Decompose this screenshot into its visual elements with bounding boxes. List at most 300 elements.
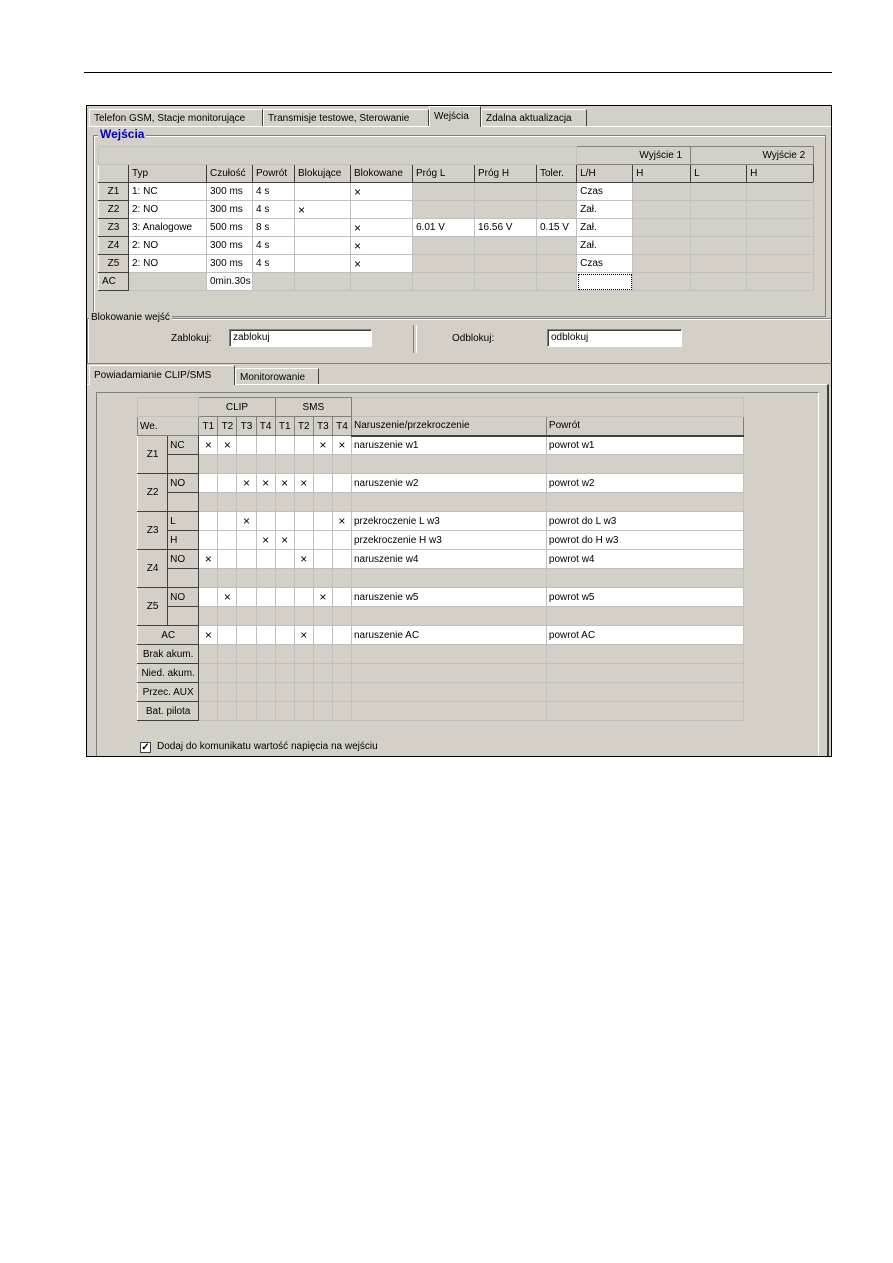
cell-blokowane[interactable]: × [351,237,413,255]
sms-mark[interactable] [237,683,256,702]
sms-mark[interactable] [218,455,237,474]
sms-mark[interactable]: × [294,474,313,493]
sms-return-text[interactable] [546,702,743,721]
sms-mark[interactable]: × [218,588,237,607]
sms-mark[interactable]: × [199,550,218,569]
cell-output[interactable] [691,201,747,219]
sms-mark[interactable]: × [332,512,351,531]
sms-return-text[interactable] [546,664,743,683]
cell-output[interactable] [747,183,814,201]
sms-mark[interactable] [237,455,256,474]
cell-output[interactable] [691,183,747,201]
sms-mark[interactable]: × [218,436,237,455]
cell-output[interactable] [691,237,747,255]
sms-mark[interactable] [294,455,313,474]
cell-blokowane[interactable]: × [351,183,413,201]
sms-return-text[interactable] [546,569,743,588]
sms-mark[interactable] [256,702,275,721]
col-t6: T2 [294,417,313,436]
row-header-z5: Z5 [99,255,129,273]
sms-mark[interactable] [313,664,332,683]
sms-mark[interactable] [313,702,332,721]
sms-mark[interactable] [275,512,294,531]
sms-event-text[interactable]: naruszenie w5 [352,588,547,607]
sms-event-text[interactable] [352,455,547,474]
sms-mark[interactable] [256,512,275,531]
cell-lh-focused[interactable] [577,273,633,291]
cell-output[interactable] [747,255,814,273]
cell-output[interactable] [633,237,691,255]
sms-row[interactable] [138,607,744,626]
cell-czulosc[interactable]: 300 ms [207,201,253,219]
sms-row[interactable] [138,683,744,702]
sms-mark[interactable] [218,569,237,588]
sms-mark[interactable] [199,702,218,721]
sms-mark[interactable] [294,607,313,626]
unlock-label: Odblokuj: [452,333,495,344]
tab-gsm[interactable]: Telefon GSM, Stacje monitorujące [89,109,263,126]
sms-row[interactable] [138,645,744,664]
sms-mark[interactable] [294,683,313,702]
sms-sub-label: NC [168,436,199,455]
sms-mark[interactable]: × [294,626,313,645]
sms-mark[interactable] [256,436,275,455]
row-header-ac: AC [99,273,129,291]
sms-group-z1: Z1 [138,436,168,474]
sms-return-text[interactable] [546,455,743,474]
sms-mark[interactable] [275,664,294,683]
sms-mark[interactable] [313,569,332,588]
sms-mark[interactable]: × [199,436,218,455]
col-lh[interactable]: L/H [577,165,633,183]
cell-blokowane[interactable]: × [351,219,413,237]
cell-progl[interactable] [413,255,475,273]
sms-mark[interactable] [237,702,256,721]
sms-mark[interactable] [256,455,275,474]
sms-event-text[interactable]: naruszenie AC [352,626,547,645]
sms-mark[interactable] [237,607,256,626]
sms-mark[interactable] [199,512,218,531]
col-powrot[interactable]: Powrót [253,165,295,183]
sms-mark[interactable]: × [199,626,218,645]
sms-mark[interactable] [332,626,351,645]
col-out2-l[interactable]: L [691,165,747,183]
sms-mark[interactable] [275,645,294,664]
sms-event-text[interactable] [352,645,547,664]
col-out1-h[interactable]: H [633,165,691,183]
sms-mark[interactable] [332,683,351,702]
sms-mark[interactable] [237,626,256,645]
sms-mark[interactable] [275,607,294,626]
sms-row[interactable] [138,531,744,550]
cell-progl[interactable] [413,183,475,201]
sms-row[interactable] [138,455,744,474]
unlock-command-input[interactable]: odblokuj [547,329,682,347]
sms-mark[interactable] [199,607,218,626]
sms-return-text[interactable] [546,607,743,626]
sms-mark[interactable] [294,645,313,664]
cell-blokujace[interactable] [295,237,351,255]
block-group-title: Blokowanie wejść [91,312,170,323]
cell-output[interactable] [633,201,691,219]
sms-sub-label [168,455,199,474]
sms-mark[interactable] [199,569,218,588]
sms-mark[interactable] [332,455,351,474]
sms-mark[interactable] [218,683,237,702]
input-row-ac[interactable] [99,273,814,291]
sms-mark[interactable] [275,626,294,645]
col-typ[interactable]: Typ [129,165,207,183]
sms-event-text[interactable]: przekroczenie H w3 [352,531,547,550]
cell-output[interactable] [633,183,691,201]
sms-row[interactable] [138,493,744,512]
row-header-z1: Z1 [99,183,129,201]
sms-mark[interactable] [313,626,332,645]
col-event: Naruszenie/przekroczenie [352,417,547,436]
cell-progl[interactable] [413,237,475,255]
sms-mark[interactable] [199,645,218,664]
sms-event-text[interactable]: naruszenie w4 [352,550,547,569]
sms-sub-label: H [168,531,199,550]
sms-mark[interactable] [294,569,313,588]
sms-row[interactable] [138,569,744,588]
cell-output[interactable] [691,255,747,273]
sms-event-text[interactable] [352,569,547,588]
sms-mark[interactable] [294,436,313,455]
col-blokujace[interactable]: Blokujące [295,165,351,183]
sms-mark[interactable] [294,588,313,607]
sms-mark[interactable] [256,683,275,702]
sms-mark[interactable] [199,664,218,683]
sms-mark[interactable] [294,664,313,683]
sms-event-text[interactable] [352,683,547,702]
cell-progh[interactable]: 16.56 V [475,219,537,237]
tab-panel-wejscia [87,126,831,757]
col-prog-h[interactable]: Próg H [475,165,537,183]
cell-typ[interactable]: 2: NO [129,255,207,273]
sms-mark[interactable] [237,588,256,607]
sms-mark[interactable] [275,493,294,512]
sms-mark[interactable] [237,531,256,550]
block-groupbox [87,312,832,364]
sms-return-text[interactable]: powrot w2 [546,474,743,493]
cell-output[interactable] [633,219,691,237]
input-row[interactable] [99,183,814,201]
output1-header: Wyjście 1 [577,147,691,165]
sms-sub-label: NO [168,550,199,569]
sms-mark[interactable] [332,607,351,626]
sms-mark[interactable] [332,474,351,493]
sms-event-text[interactable]: przekroczenie L w3 [352,512,547,531]
cell-blokowane[interactable]: × [351,255,413,273]
sms-event-text[interactable]: naruszenie w2 [352,474,547,493]
sms-mark[interactable] [313,683,332,702]
sms-mark[interactable] [199,683,218,702]
cell-empty[interactable] [253,273,295,291]
sms-return-text[interactable]: powrot w4 [546,550,743,569]
sms-mark[interactable] [237,664,256,683]
sms-mark[interactable] [218,645,237,664]
cell-output[interactable] [747,201,814,219]
cell-czulosc[interactable]: 0min.30s [207,273,253,291]
cell-toler[interactable] [537,183,577,201]
tab-clip-sms[interactable]: Powiadamianie CLIP/SMS [89,365,235,385]
cell-progh[interactable] [475,255,537,273]
sms-sub-label [168,607,199,626]
sms-mark[interactable] [275,436,294,455]
sms-event-text[interactable]: naruszenie w1 [352,436,547,455]
sms-mark[interactable] [199,455,218,474]
sms-mark[interactable] [332,531,351,550]
cell-empty[interactable] [475,273,537,291]
inputs-groupbox [93,127,826,317]
cell-czulosc[interactable]: 300 ms [207,237,253,255]
sms-mark[interactable] [256,493,275,512]
sms-mark[interactable] [256,569,275,588]
cell-progl[interactable] [413,201,475,219]
cell-progl[interactable]: 6.01 V [413,219,475,237]
sms-mark[interactable] [275,702,294,721]
sms-mark[interactable] [332,645,351,664]
sms-mark[interactable]: × [275,531,294,550]
cell-blokowane[interactable] [351,201,413,219]
cell-typ[interactable]: 2: NO [129,201,207,219]
sms-mark[interactable] [256,664,275,683]
sms-mark[interactable] [237,436,256,455]
sms-mark[interactable] [218,550,237,569]
cell-lh[interactable]: Czas [577,255,633,273]
cell-progh[interactable] [475,237,537,255]
cell-blokujace[interactable] [295,255,351,273]
cell-typ[interactable] [129,273,207,291]
cell-typ[interactable]: 1: NC [129,183,207,201]
sms-mark[interactable] [313,512,332,531]
sms-mark[interactable] [332,702,351,721]
sms-mark[interactable]: × [294,550,313,569]
sms-mark[interactable] [218,702,237,721]
sms-return-text[interactable] [546,493,743,512]
sms-group-z3: Z3 [138,512,168,550]
cell-blokujace[interactable]: × [295,201,351,219]
add-voltage-checkbox[interactable]: ✓ [141,742,150,753]
sms-mark[interactable] [313,607,332,626]
input-row[interactable] [99,201,814,219]
cell-lh[interactable]: Zał. [577,237,633,255]
cell-powrot[interactable]: 4 s [253,237,295,255]
sms-mark[interactable]: × [237,474,256,493]
sms-return-text[interactable]: powrot do H w3 [546,531,743,550]
sms-return-text[interactable]: powrot do L w3 [546,512,743,531]
sms-mark[interactable] [256,550,275,569]
col-t5: T1 [275,417,294,436]
sms-return-text[interactable]: powrot w5 [546,588,743,607]
sms-mark[interactable] [332,588,351,607]
sms-mark[interactable] [275,683,294,702]
sms-row[interactable] [138,702,744,721]
cell-output[interactable] [747,273,814,291]
cell-lh[interactable]: Czas [577,183,633,201]
sms-mark[interactable]: × [237,512,256,531]
page-top-rule [84,72,832,73]
sms-mark[interactable] [275,588,294,607]
cell-toler[interactable] [537,255,577,273]
tab-aktualizacja[interactable]: Zdalna aktualizacja [481,109,587,126]
sms-row[interactable] [138,436,744,455]
sms-mark[interactable] [218,512,237,531]
sms-mark[interactable] [313,474,332,493]
cell-powrot[interactable]: 8 s [253,219,295,237]
sms-mark[interactable] [237,493,256,512]
sms-mark[interactable] [294,512,313,531]
sms-mark[interactable] [256,645,275,664]
tab-monitorowanie[interactable]: Monitorowanie [235,368,319,385]
sms-corner [138,398,199,417]
sms-mark[interactable] [332,569,351,588]
sms-mark[interactable]: × [313,588,332,607]
sms-mark[interactable] [199,493,218,512]
sms-mark[interactable] [275,455,294,474]
sms-row[interactable] [138,664,744,683]
sms-mark[interactable] [313,645,332,664]
input-row[interactable] [99,219,814,237]
sms-single-label: Bat. pilota [138,702,199,721]
cell-empty[interactable] [295,273,351,291]
cell-lh[interactable]: Zał. [577,201,633,219]
col-we: We. [138,417,199,436]
sms-row[interactable] [138,512,744,531]
sms-mark[interactable] [199,474,218,493]
sms-single-label: AC [138,626,199,645]
sms-mark[interactable]: × [313,436,332,455]
cell-toler[interactable]: 0.15 V [537,219,577,237]
col-return: Powrót [546,417,743,436]
sms-mark[interactable] [275,569,294,588]
cell-output[interactable] [691,219,747,237]
col-out2-h[interactable]: H [747,165,814,183]
cell-toler[interactable] [537,201,577,219]
sms-single-label: Przec. AUX [138,683,199,702]
sms-mark[interactable] [294,531,313,550]
sms-mark[interactable] [237,569,256,588]
sms-mark[interactable]: × [256,531,275,550]
cell-empty[interactable] [413,273,475,291]
sms-mark[interactable] [199,531,218,550]
sms-row[interactable] [138,474,744,493]
cell-powrot[interactable]: 4 s [253,255,295,273]
sms-mark[interactable] [237,645,256,664]
input-row[interactable] [99,255,814,273]
cell-output[interactable] [633,255,691,273]
row-header-z3: Z3 [99,219,129,237]
cell-output[interactable] [747,237,814,255]
cell-typ[interactable]: 2: NO [129,237,207,255]
sms-mark[interactable] [332,550,351,569]
sms-event-text[interactable] [352,607,547,626]
cell-output[interactable] [633,273,691,291]
col-prog-l[interactable]: Próg L [413,165,475,183]
cell-progh[interactable] [475,201,537,219]
sms-row[interactable] [138,626,744,645]
sms-mark[interactable]: × [256,474,275,493]
sms-mark[interactable] [313,531,332,550]
sms-mark[interactable] [313,493,332,512]
sms-mark[interactable] [256,607,275,626]
lock-command-input[interactable]: zablokuj [229,329,372,347]
cell-czulosc[interactable]: 300 ms [207,183,253,201]
sms-return-text[interactable] [546,683,743,702]
cell-empty[interactable] [351,273,413,291]
cell-typ[interactable]: 3: Analogowe [129,219,207,237]
sms-mark[interactable] [294,702,313,721]
sms-sub-label [168,493,199,512]
cell-output[interactable] [691,273,747,291]
cell-lh[interactable]: Zał. [577,219,633,237]
sms-mark[interactable] [218,474,237,493]
sms-event-text[interactable] [352,493,547,512]
sms-mark[interactable] [218,607,237,626]
sms-mark[interactable] [256,588,275,607]
cell-czulosc[interactable]: 500 ms [207,219,253,237]
sms-sub-label: L [168,512,199,531]
sms-event-text[interactable] [352,702,547,721]
tab-wejscia[interactable]: Wejścia [429,106,481,127]
sms-event-text[interactable] [352,664,547,683]
sms-mark[interactable] [332,664,351,683]
tab-transmisje[interactable]: Transmisje testowe, Sterowanie [263,109,429,126]
sms-mark[interactable]: × [275,474,294,493]
sms-group-header: SMS [275,398,351,417]
sms-mark[interactable] [275,550,294,569]
sms-mark[interactable] [218,626,237,645]
col-czulosc[interactable]: Czułość [207,165,253,183]
sms-mark[interactable] [218,531,237,550]
sms-return-text[interactable] [546,645,743,664]
sms-mark[interactable] [218,664,237,683]
sms-mark[interactable] [313,550,332,569]
cell-output[interactable] [747,219,814,237]
input-row[interactable] [99,237,814,255]
cell-blokujace[interactable] [295,219,351,237]
cell-empty[interactable] [537,273,577,291]
col-blokowane[interactable]: Blokowane [351,165,413,183]
cell-powrot[interactable]: 4 s [253,201,295,219]
sms-row[interactable] [138,550,744,569]
sms-mark[interactable] [313,455,332,474]
cell-powrot[interactable]: 4 s [253,183,295,201]
settings-window [86,105,832,757]
inputs-table [98,146,814,291]
sms-mark[interactable] [218,493,237,512]
sms-row[interactable] [138,588,744,607]
sms-mark[interactable] [256,626,275,645]
cell-progh[interactable] [475,183,537,201]
sms-table [137,397,744,721]
sms-mark[interactable] [294,493,313,512]
col-toler[interactable]: Toler. [537,165,577,183]
cell-blokujace[interactable] [295,183,351,201]
cell-czulosc[interactable]: 300 ms [207,255,253,273]
sms-return-text[interactable]: powrot AC [546,626,743,645]
sms-mark[interactable] [332,493,351,512]
header-spacer [99,147,577,165]
sms-return-text[interactable]: powrot w1 [546,436,743,455]
sms-mark[interactable] [237,550,256,569]
sms-group-z4: Z4 [138,550,168,588]
sms-mark[interactable]: × [332,436,351,455]
cell-toler[interactable] [537,237,577,255]
sms-mark[interactable] [199,588,218,607]
sms-single-label: Nied. akum. [138,664,199,683]
